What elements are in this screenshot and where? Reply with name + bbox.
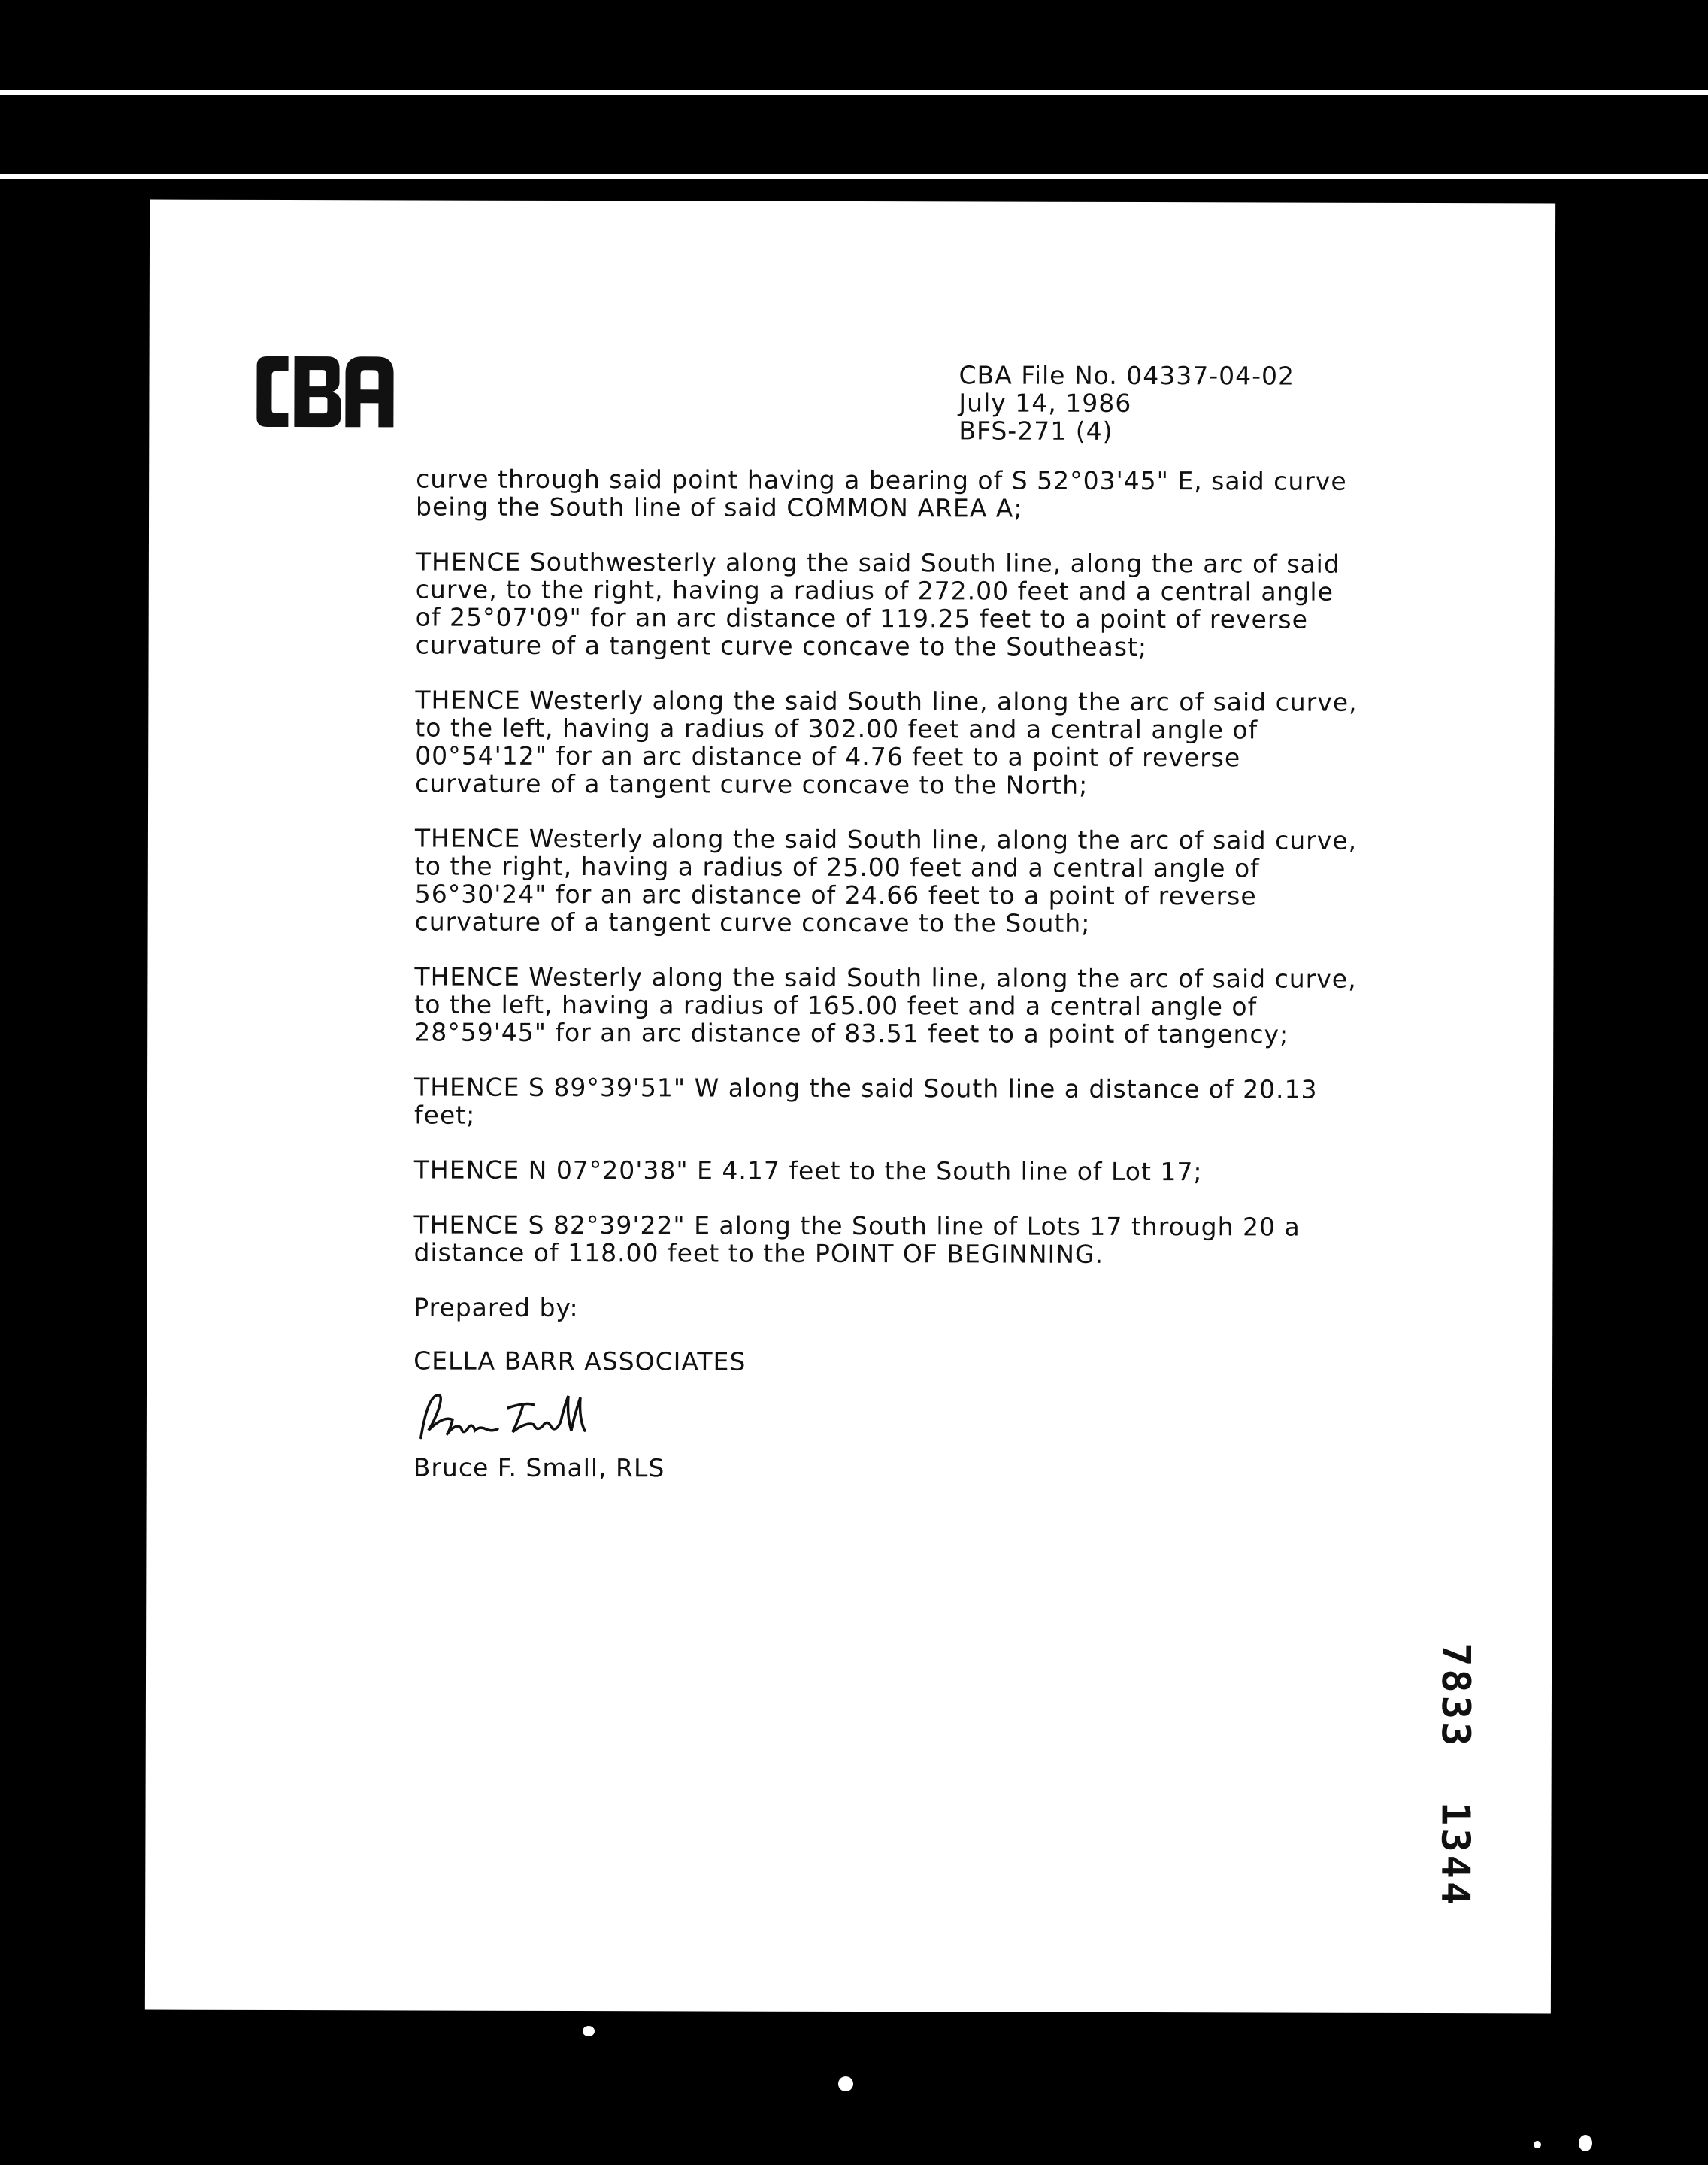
paragraph-southwesterly: THENCE Southwesterly along the said South line, along the arc of said curve, to the right, having a radius of 272.00 feet and a central angle of 25°07'09" for an arc distance of 119.25 feet to a point of reverse curvature of a tangent curve concave to the Southeast;	[415, 547, 1340, 662]
scan-speck	[583, 2026, 595, 2036]
file-number: CBA File No. 04337-04-02	[958, 360, 1295, 391]
paragraph-s89: THENCE S 89°39'51" W along the said South line a distance of 20.13 feet;	[413, 1072, 1318, 1130]
scan-speck	[1534, 2141, 1541, 2148]
legal-description	[413, 465, 1514, 1484]
reference-code: BFS-271 (4)	[958, 416, 1113, 446]
cba-logo	[249, 350, 399, 434]
paragraph-s82: THENCE S 82°39'22" E along the South line of Lots 17 through 20 a distance of 118.00 feet to the POINT OF BEGINNING.	[413, 1210, 1301, 1269]
document-page	[145, 200, 1555, 2014]
second-rule	[0, 174, 1708, 179]
scan-speck	[838, 2076, 853, 2091]
prepared-by-label: Prepared by:	[413, 1292, 579, 1323]
signature	[413, 1385, 609, 1446]
file-reference-block	[958, 361, 1295, 445]
paragraph-n07: THENCE N 07°20'38" E 4.17 feet to the South line of Lot 17;	[413, 1155, 1203, 1187]
scan-speck	[1579, 2135, 1592, 2151]
paragraph-westerly-left-165: THENCE Westerly along the said South line, along the arc of said curve, to the left, having a radius of 165.00 feet and a central angle of 28°59'45" for an arc distance of 83.51 feet to a point of tangency;	[414, 961, 1357, 1049]
firm-name: CELLA BARR ASSOCIATES	[413, 1346, 746, 1376]
top-rule	[0, 90, 1708, 95]
paragraph-westerly-right-25: THENCE Westerly along the said South line, along the arc of said curve, to the right, having a radius of 25.00 feet and a central angle of 56°30'24" for an arc distance of 24.66 feet to a point of reverse curvature of a tangent curve concave to the South;	[414, 823, 1358, 938]
document-date: July 14, 1986	[958, 388, 1132, 418]
bates-stamp: 7833 1344	[1432, 1643, 1479, 1909]
signer-name: Bruce F. Small, RLS	[413, 1452, 665, 1483]
paragraph-westerly-left-302: THENCE Westerly along the said South line, along the arc of said curve, to the left, having a radius of 302.00 feet and a central angle of 00°54'12" for an arc distance of 4.76 feet to a point of reverse curvature of a tangent curve concave to the North;	[415, 685, 1358, 800]
paragraph-curve-bearing: curve through said point having a bearing of S 52°03'45" E, said curve being the South line of said COMMON AREA A;	[416, 464, 1347, 523]
